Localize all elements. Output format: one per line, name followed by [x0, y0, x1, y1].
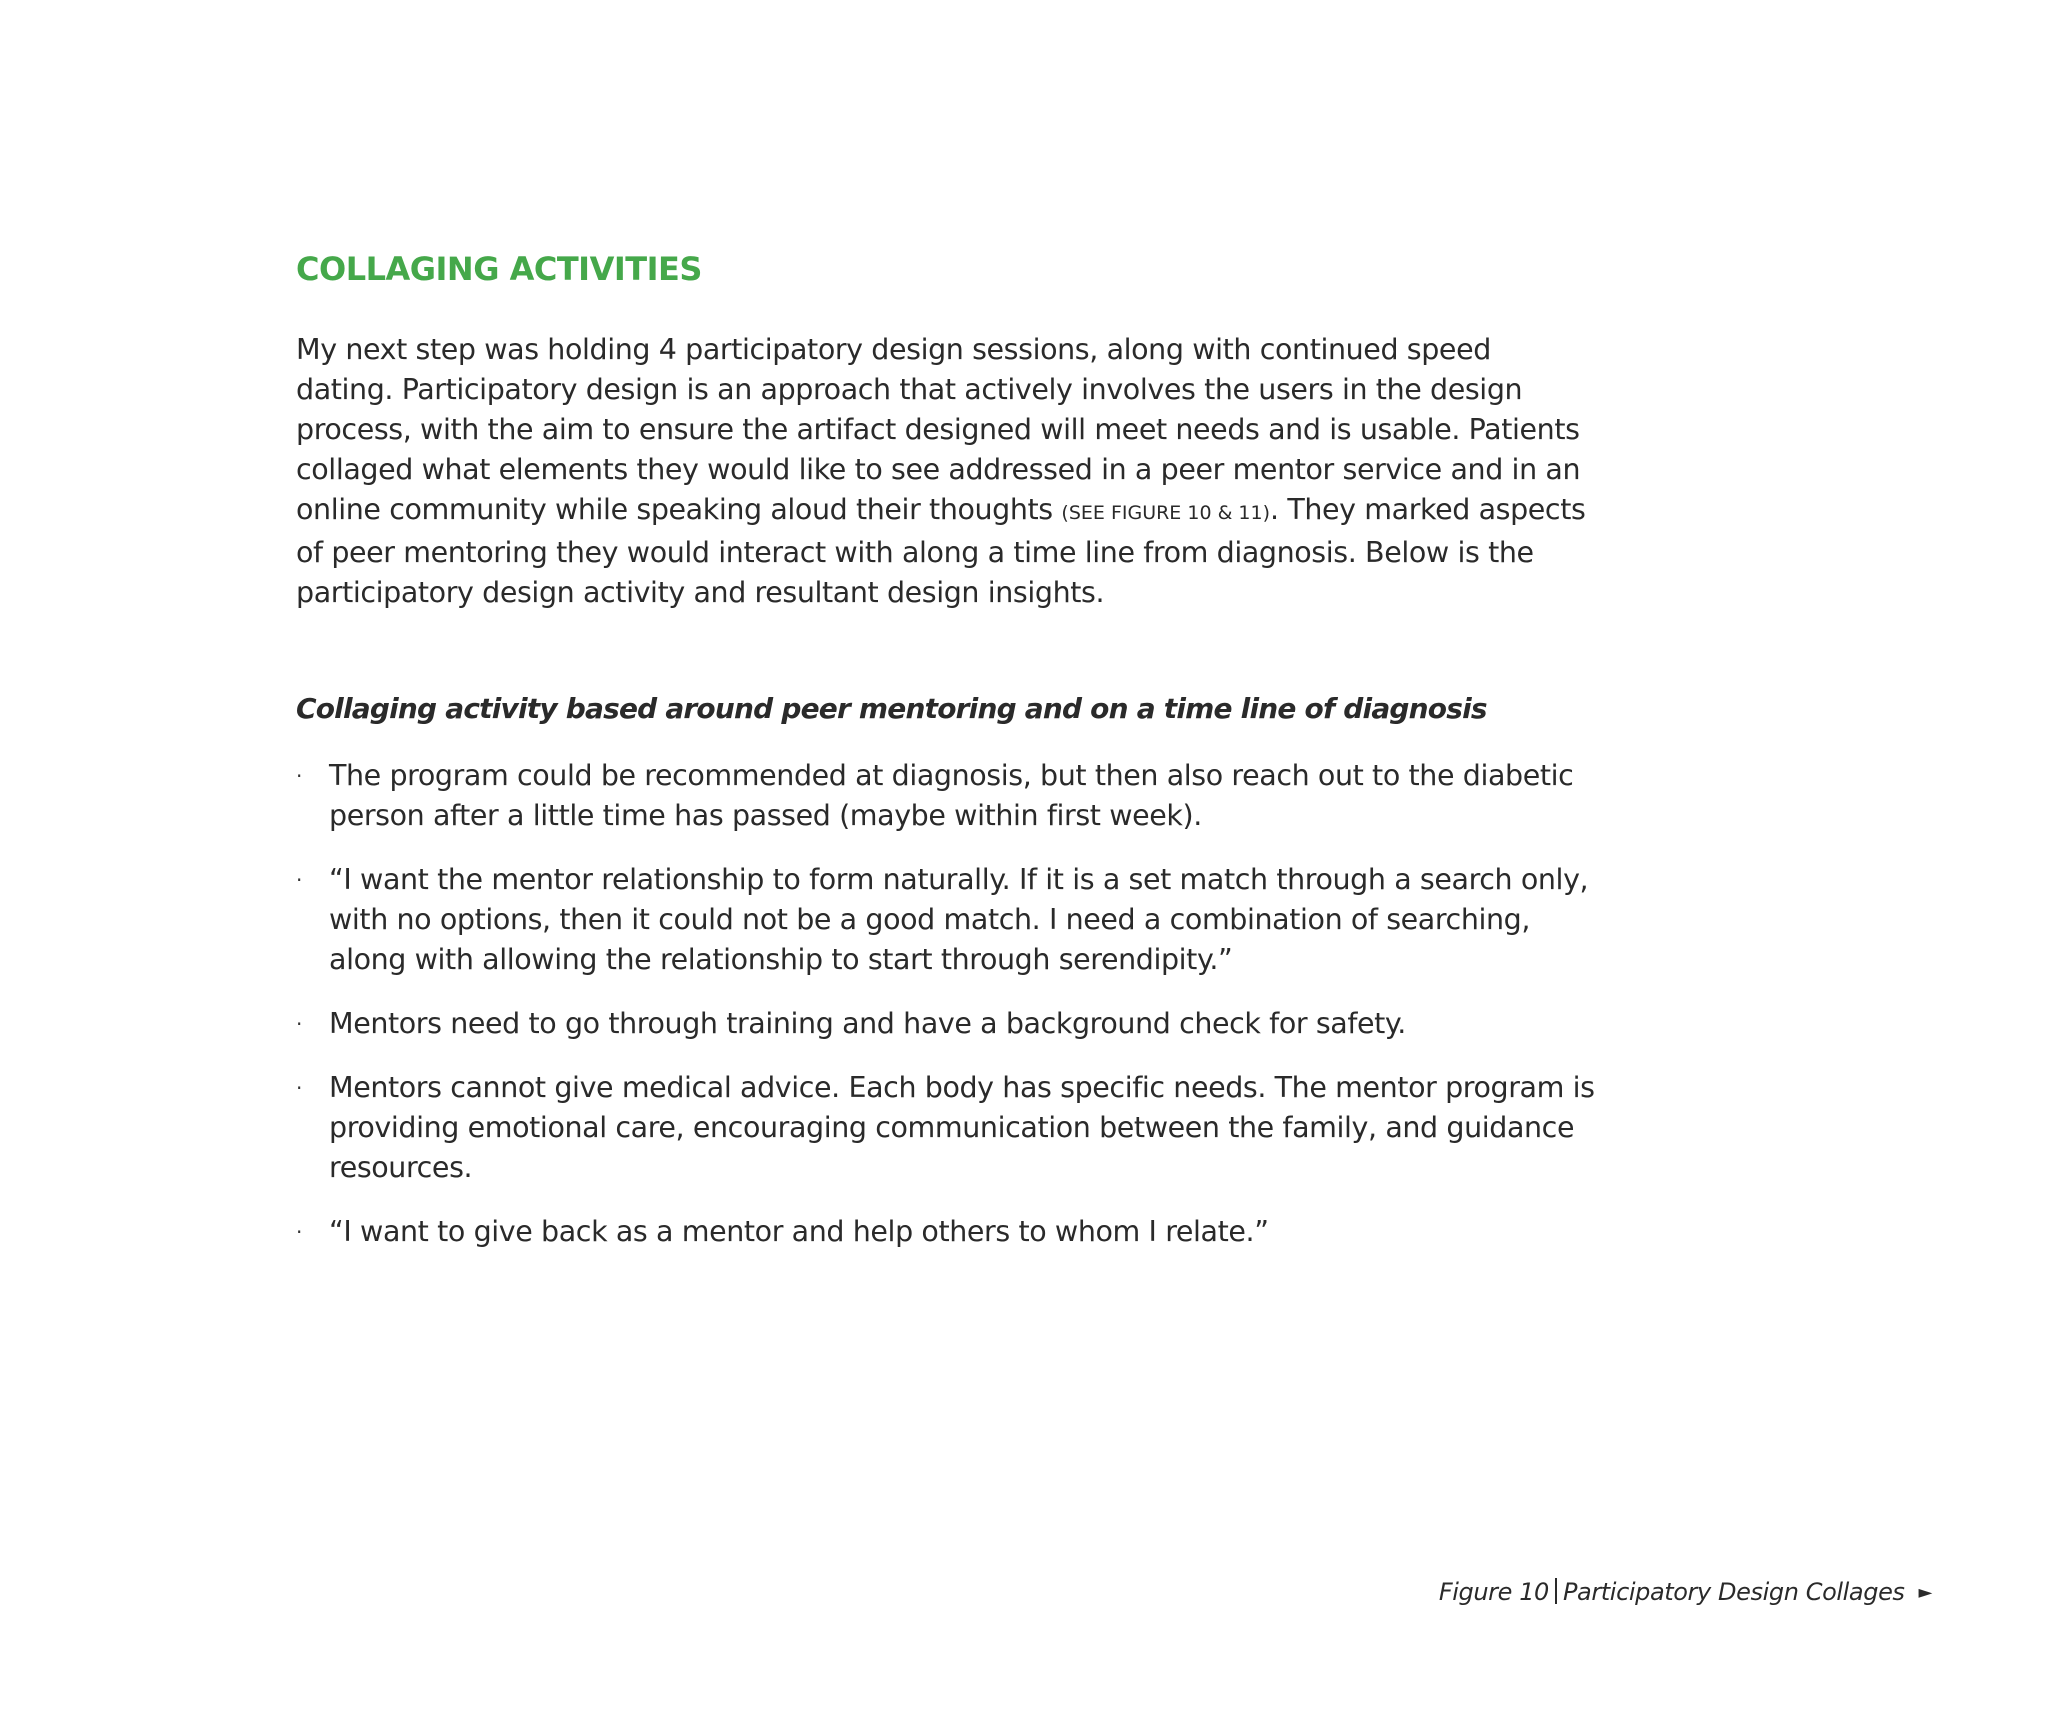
- intro-text-before: My next step was holding 4 participatory design sessions, along with continued speed dating. Participatory design is an approach that actively involves the users in the design process, with the aim to ensure the artifact designed will meet needs and is usable. Patients collaged what elements they would like to see addressed in a peer mentor service and in an online community while speaking aloud their thoughts: [296, 333, 1581, 526]
- activity-subheading: Collaging activity based around peer mentoring and on a time line of diagnosis: [296, 692, 1487, 725]
- arrow-right-icon: ►: [1918, 1582, 1932, 1603]
- list-item: [296, 1212, 1596, 1252]
- list-item-text: “I want to give back as a mentor and help others to whom I relate.”: [329, 1215, 1269, 1248]
- bullet-marker: ·: [296, 868, 302, 892]
- caption-title: Participatory Design Collages: [1562, 1578, 1905, 1606]
- list-item-text: The program could be recommended at diagnosis, but then also reach out to the diabetic person after a little time has passed (maybe within first week).: [329, 759, 1574, 832]
- list-item-text: “I want the mentor relationship to form naturally. If it is a set match through a search only, with no options, then it could not be a good match. I need a combination of searching, along with allowing the relationship to start through serendipity.”: [329, 863, 1589, 976]
- bullet-marker: ·: [296, 764, 302, 788]
- list-item: [296, 860, 1596, 980]
- list-item: [296, 756, 1596, 836]
- bullet-marker: ·: [296, 1012, 302, 1036]
- bullet-marker: ·: [296, 1076, 302, 1100]
- intro-paragraph: [296, 330, 1586, 613]
- figure-reference: (SEE FIGURE 10 & 11): [1061, 502, 1271, 524]
- list-item: [296, 1004, 1596, 1044]
- figure-caption: [1439, 1578, 1932, 1606]
- section-title: COLLAGING ACTIVITIES: [296, 250, 702, 288]
- caption-figure-number: Figure 10: [1438, 1578, 1549, 1606]
- intro-text-after: . They marked aspects of peer mentoring they would interact with along a time line from diagnosis. Below is the participatory design activity and resultant design insights.: [296, 493, 1586, 609]
- insights-list: [296, 756, 1596, 1276]
- bullet-marker: ·: [296, 1220, 302, 1244]
- list-item-text: Mentors need to go through training and have a background check for safety.: [329, 1007, 1406, 1040]
- list-item-text: Mentors cannot give medical advice. Each body has specific needs. The mentor program is providing emotional care, encouraging communication between the family, and guidance resources.: [329, 1071, 1595, 1184]
- list-item: [296, 1068, 1596, 1188]
- caption-separator: [1555, 1578, 1557, 1604]
